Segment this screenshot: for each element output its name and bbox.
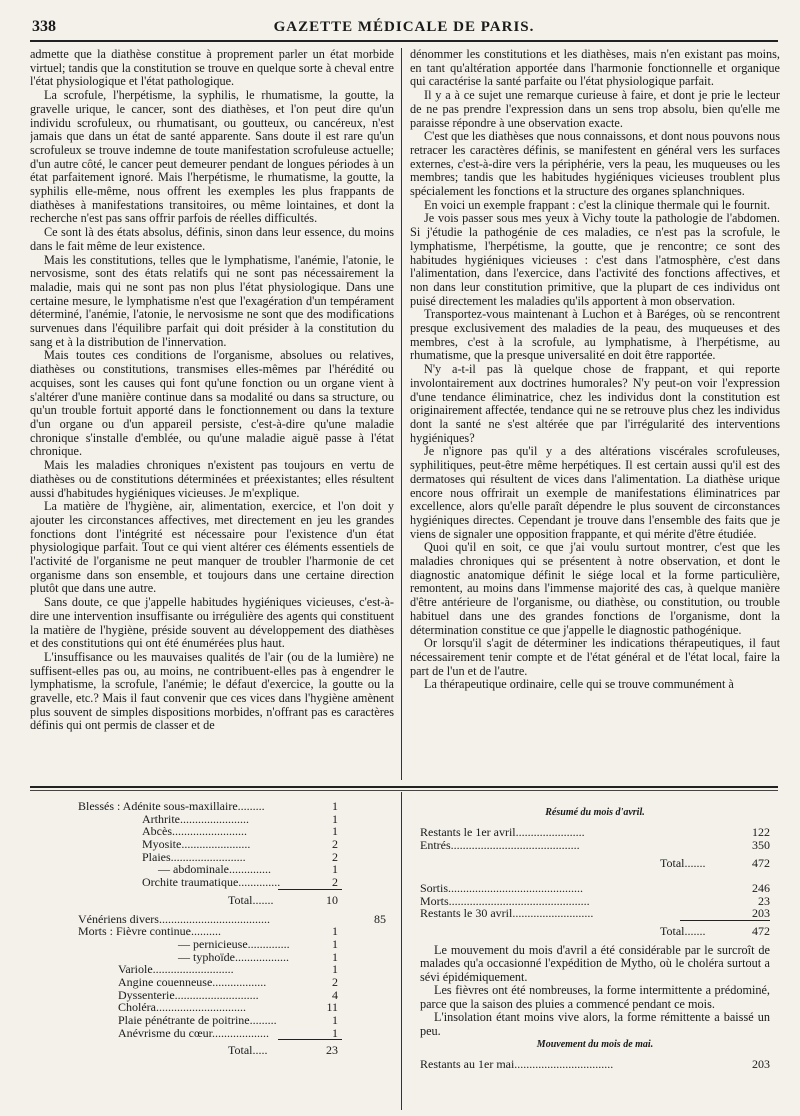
- total-row: [420, 857, 770, 870]
- table-row: [420, 839, 770, 852]
- right-summary-table: [420, 806, 770, 1071]
- table-row: [420, 826, 770, 839]
- section-rule: [30, 786, 778, 788]
- total-value: 23: [326, 1043, 338, 1058]
- row-value: 2: [332, 875, 338, 890]
- row-label: Orchite traumatique..............: [142, 875, 281, 890]
- row-label: Plaies.........................: [142, 849, 246, 864]
- total-label: Total.......: [660, 856, 706, 871]
- row-label: Plaie pénétrante de poitrine.........: [118, 1013, 277, 1027]
- journal-title: GAZETTE MÉDICALE DE PARIS.: [273, 19, 535, 35]
- row-value: 1: [332, 1013, 338, 1027]
- paragraph: En voici un exemple frappant : c'est la clinique thermale qui le fournit.: [424, 197, 771, 212]
- paragraph: Je n'ignore pas qu'il y a des altérations viscérales scrofuleuses, syphilitiques, peut-être même herpétiques. Il est certain aussi qu'il est des dermatoses qui résultent de vices dans l'alimentation. La diathèse urique encore nous offrirait un exemple de manifestations éliminatrices par excellence, alors qu'elle paraît dépendre le plus souvent de circonstances hygiéniques directes. Cependant je trouve dans l'ensemble des faits que je viens de signaler une opposition frappante, et qui mérite d'être étudiée.: [410, 444, 780, 541]
- row-value: 1: [332, 924, 338, 939]
- section-rule: [30, 790, 778, 791]
- paragraph: Mais les maladies chroniques n'existent pas toujours en vertu de diathèses ou de constitutions déterminées et préexistantes; elles résultent aussi d'habitudes hygiéniques vicieuses. Je m'explique.: [30, 458, 394, 500]
- row-label: — typhoïde..................: [178, 949, 289, 964]
- paragraph: L'insolation étant moins vive alors, la forme rémittente a baissé un peu.: [420, 1010, 770, 1038]
- right-column: [410, 48, 780, 780]
- row-value: 1: [332, 824, 338, 839]
- row-value: 1: [332, 799, 338, 813]
- paragraph: N'y a-t-il pas là quelque chose de frappant, et qui reporte involontairement aux doctrines humorales? N'y peut-on voir l'expression d'une tendance éliminatrice, chez les individus dont la constitution est originairement affectée, tendance qui ne se retrouve plus chez les individus dont la santé ne s'est altérée que par l'irrégularité des interventions hygiéniques?: [410, 362, 780, 445]
- row-label: Morts...............................................: [420, 893, 590, 908]
- row-label: Restants au 1er mai.................................: [420, 1057, 614, 1072]
- row-value: 1: [332, 1025, 338, 1040]
- paragraph: La thérapeutique ordinaire, celle qui se trouve communément à: [424, 677, 734, 692]
- row-value: 1: [332, 862, 338, 877]
- left-statistics-table: [78, 799, 386, 1058]
- total-label: Total.......: [660, 924, 706, 939]
- left-column: [30, 48, 394, 780]
- row-label: Restants le 1er avril.......................: [420, 825, 585, 839]
- table-row: [78, 1014, 378, 1027]
- total-label: Total.....: [228, 1043, 268, 1058]
- row-label: Variole...........................: [118, 962, 234, 977]
- paragraph: dénommer les constitutions et les diathèses, mais n'en existant pas moins, en tant qu'altération apportée dans l'harmonie fonctionnelle et organique qui caractérise la santé parfaite ou l'état physiologique parfait.: [410, 48, 780, 89]
- column-divider: [401, 792, 402, 1110]
- paragraph: Ce sont là des états absolus, définis, sinon dans leur essence, du moins dans le fait même de leur existence.: [30, 225, 394, 253]
- summary-heading: Résumé du mois d'avril.: [545, 807, 645, 818]
- paragraph: Mais les constitutions, telles que le lymphatisme, l'anémie, l'atonie, le nervosisme, sont des états relatifs qui ne sont pas nécessairement la maladie, mais qui ne sont pas non plus l'état physiologique. Dans une certaine mesure, le lymphatisme n'est que l'exagération d'un tempérament déterminé, l'anémie, l'atonie, le nervosisme ne sont que des modifications survenues dans l'équilibre parfait qui doit présider à la constitution du sang et à la distribution de l'innervation.: [30, 252, 394, 349]
- row-label: Myosite.......................: [142, 837, 251, 852]
- row-label: Choléra..............................: [118, 1000, 246, 1015]
- paragraph: La scrofule, l'herpétisme, la syphilis, le rhumatisme, la goutte, la gravelle urique, le cancer, sont des diathèses, et l'on peut dire qu'un individu scrofuleux, ou rhumatisant, ou goutteux, ou cancéreux, n'est jamais que dans un état de santé apparente. Sans doute il est rare qu'un scrofuleux se trouve indemne de toute manifestation scrofuleuse actuelle; d'un autre côté, le cancer peut demeurer pendant de longues périodes à un état parfaitement ignoré. Mais l'herpétisme, le rhumatisme, la goutte, la syphilis elle-même, nous offrent les exemples les plus frappants de diathèses à manifestations transitoires, ou même lointaines, et dont la recherche n'est pas sans offrir parfois de réelles difficultés.: [30, 88, 394, 226]
- row-value: 1: [332, 949, 338, 964]
- table-row: [420, 1058, 770, 1071]
- row-label: Abcès.........................: [142, 824, 247, 839]
- row-value: 11: [326, 1000, 338, 1015]
- paragraph: Le mouvement du mois d'avril a été considérable par le surcroît de malades qu'a occasionné l'expédition de Mytho, où le choléra surtout a sévi épidémiquement.: [420, 942, 770, 984]
- row-label: Entrés...........................................: [420, 837, 580, 852]
- total-row: [420, 925, 770, 938]
- row-value: 4: [332, 987, 338, 1002]
- row-label: Blessés : Adénite sous-maxillaire.........: [78, 799, 265, 813]
- paragraph: Sans doute, ce que j'appelle habitudes hygiéniques vicieuses, c'est-à-dire une intervention insuffisante ou irrégulière des agents qui constituent la matière de l'hygiène, préside souvent au développement des diathèses et des constitutions qui ont été énumérées plus haut.: [30, 595, 394, 651]
- total-label: Total.......: [228, 892, 274, 907]
- paragraph: admette que la diathèse constitue à proprement parler un état morbide virtuel; tandis que la constitution se trouve en quelque sorte à cheval entre l'état physiologique et l'état pathologique.: [30, 48, 394, 89]
- row-label: Sortis.............................................: [420, 881, 584, 896]
- total-value: 472: [752, 856, 770, 871]
- row-value: 1: [332, 811, 338, 826]
- row-label: Restants le 30 avril...........................: [420, 906, 594, 921]
- page-number: 338: [32, 18, 56, 35]
- table-row: [78, 925, 378, 938]
- page-header: [30, 14, 778, 42]
- table-row: [78, 838, 378, 851]
- row-label: Vénériens divers.....................................: [78, 911, 270, 926]
- table-row: [78, 938, 378, 951]
- row-label: Anévrisme du cœur...................: [118, 1025, 269, 1040]
- row-value: 85: [374, 911, 386, 926]
- table-row: [78, 1027, 378, 1040]
- row-value: 1: [332, 962, 338, 977]
- row-value: 2: [332, 849, 338, 864]
- column-divider: [401, 48, 402, 780]
- summary-heading: Mouvement du mois de mai.: [536, 1039, 654, 1051]
- table-row: [420, 907, 770, 920]
- paragraph: Je vois passer sous mes yeux à Vichy toute la pathologie de l'abdomen. Si j'étudie la pathogénie de ces maladies, ce n'est pas la scrofule, le lymphatisme, l'herpétisme, la goutte, que je rencontre; ce sont des habitudes hygiéniques vicieuses : c'est dans l'atmosphère, c'est dans l'alimentation, dans l'exercice, dans l'activité des fonctions affectives, et non dans leur constitution primitive, que la plupart de ces individus ont puisé directement les maladies qu'ils apportent à mon observation.: [410, 211, 780, 308]
- paragraph: Les fièvres ont été nombreuses, la forme intermittente a prédominé, parce que la saison des pluies a commencé pendant ce mois.: [420, 983, 770, 1011]
- total-value: 10: [326, 892, 338, 907]
- row-value: 2: [332, 974, 338, 989]
- total-row: [78, 1044, 378, 1057]
- row-label: Arthrite.......................: [142, 811, 249, 826]
- table-row: [78, 800, 378, 813]
- paragraph: La matière de l'hygiène, air, alimentation, exercice, et l'on doit y ajouter les circonstances affectives, met directement en jeu les grandes fonctions dont l'intégrité est nécessaire pour l'existence d'un état physiologique parfait. Tout ce qui vient altérer ces éléments essentiels de l'activité de l'organisme ne peut manquer de troubler l'harmonie de cet organisme dans son ensemble, et toujours dans une certaine direction plutôt que dans une autre.: [30, 499, 394, 596]
- row-value: 1: [332, 936, 338, 951]
- paragraph: L'insuffisance ou les mauvaises qualités de l'air (ou de la lumière) ne suffisent-elles pas ou, au moins, ne contribuent-elles pas à engendrer le lymphatisme, la scrofule, l'anémie; le défaut d'exercice, la goutte ou la gravelle, etc.? Mais il faut convenir que ces vices dans l'hygiène amènent plus souvent de simples dispositions morbides, n'offrant pas es caractères définis qui ont permis de classer et de: [30, 649, 394, 733]
- row-value: 246: [752, 881, 770, 896]
- row-value: 203: [752, 906, 770, 921]
- paragraph: Quoi qu'il en soit, ce que j'ai voulu surtout montrer, c'est que les maladies chroniques qui se présentent à notre observation, et dont le diagnostic anatomique définit le siége local et la forme particulière, remontent, au moins dans l'immense majorité des cas, à quelque manière d'être antérieure de l'organisme, ou diathèse, ou constitution, ou trouble habituel dans une des grandes fonctions de l'organisme, dont la détermination constitue ce que j'appelle le diagnostic pathogénique.: [410, 540, 780, 637]
- row-value: 203: [752, 1057, 770, 1072]
- row-label: Morts : Fièvre continue..........: [78, 924, 221, 939]
- paragraph: Or lorsqu'il s'agit de déterminer les indications thérapeutiques, il faut nécessairement tenir compte et de l'état général et de l'état local, faire la part de l'un et de l'autre.: [410, 636, 780, 678]
- total-value: 472: [752, 924, 770, 939]
- row-label: Angine couenneuse..................: [118, 974, 267, 989]
- row-value: 122: [752, 825, 770, 839]
- row-label: Dyssenterie............................: [118, 987, 259, 1002]
- row-value: 2: [332, 837, 338, 852]
- row-value: 23: [758, 893, 770, 908]
- paragraph: Transportez-vous maintenant à Luchon et à Baréges, où se rencontrent presque exclusivement des maladies de la peau, des muqueuses et des membres, c'est à la scrofule, au lymphatisme, à l'herpétisme, au rhumatisme, que la presque universalité en doit être rapportée.: [410, 307, 780, 363]
- row-label: — abdominale..............: [158, 862, 271, 877]
- table-row: [78, 976, 378, 989]
- paragraph: Mais toutes ces conditions de l'organisme, absolues ou relatives, diathèses ou constitutions, transmises elles-mêmes par l'hérédité ou acquises, sont les causes qui font qu'une fonction ou un organe vient à s'altérer d'une manière continue dans sa modalité ou dans sa structure, ou qu'un trouble fortuit apporté dans le fonctionnement ou dans la texture d'un organe ou d'un appareil persiste, c'est-à-dire qu'une maladie chronique s'installe d'emblée, ou qu'une maladie aiguë passe à l'état chronique.: [30, 348, 394, 459]
- row-label: — pernicieuse..............: [178, 936, 290, 951]
- paragraph: C'est que les diathèses que nous connaissons, et dont nous pouvons nous retracer les caractères définis, se manifestent en général vers les surfaces externes, c'est-à-dire vers la périphérie, vers la peau, les muqueuses ou les membres; tandis que les habitudes hygiéniques vicieuses troublent plus spécialement les fonctions et la structure des organes splanchniques.: [410, 129, 780, 199]
- table-row: [420, 882, 770, 895]
- total-row: [78, 894, 378, 907]
- table-row: [78, 876, 378, 889]
- paragraph: Il y a à ce sujet une remarque curieuse à faire, et dont je prie le lecteur de ne pas prendre l'expression dans un sens trop absolu, bien qu'elle me paraisse répondre à une observation exacte.: [410, 88, 780, 130]
- row-value: 350: [752, 837, 770, 852]
